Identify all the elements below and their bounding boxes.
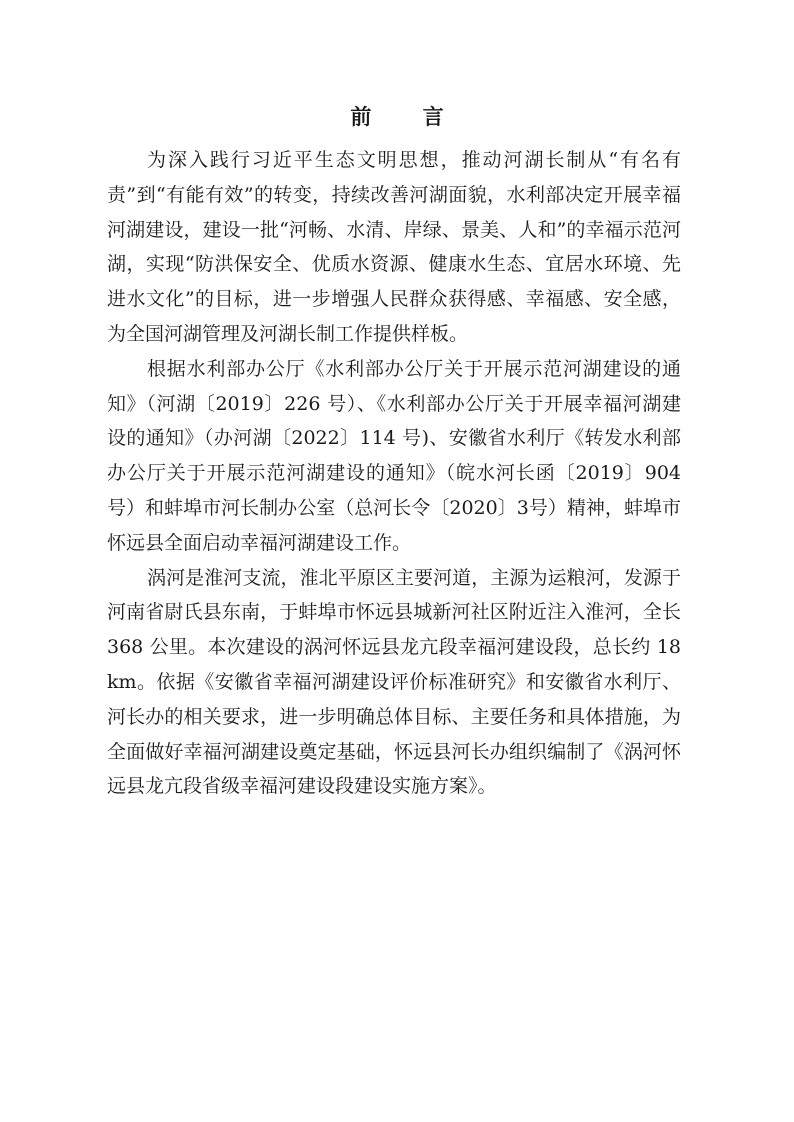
paragraph-intro: 为深入践行习近平生态文明思想，推动河湖长制从“有名有责”到“有能有效”的转变，持续改善河湖面貌，水利部决定开展幸福河湖建设，建设一批“河畅、水清、岸绿、景美、人和”的幸福示范河湖，实现“防洪保安全、优质水资源、健康水生态、宜居水环境、先进水文化”的目标，进一步增强人民群众获得感、幸福感、安全感，为全国河湖管理及河湖长制工作提供样板。 <box>107 149 681 345</box>
body-text <box>107 143 681 804</box>
paragraph-guohe: 涡河是淮河支流，淮北平原区主要河道，主源为运粮河，发源于河南省尉氏县东南，于蚌埠市怀远县城新河社区附近注入淮河，全长368 公里。本次建设的涡河怀远县龙亢段幸福河建设段，总长约 18 km。依据《安徽省幸福河湖建设评价标准研究》和安徽省水利厅、河长办的相关要求，进一步明确总体目标、主要任务和具体措施，为全面做好幸福河湖建设奠定基础，怀远县河长办组织编制了《涡河怀远县龙亢段省级幸福河建设段建设实施方案》。 <box>107 566 681 798</box>
paragraph-basis: 根据水利部办公厅《水利部办公厅关于开展示范河湖建设的通知》（河湖〔2019〕226 号）、《水利部办公厅关于开展幸福河湖建设的通知》（办河湖〔2022〕114 号)、安徽省水利厅《转发水利部办公厅关于开展示范河湖建设的通知》（皖水河长函〔2019〕904 号）和蚌埠市河长制办公室（总河长令〔2020〕3号）精神，蚌埠市怀远县全面启动幸福河湖建设工作。 <box>107 357 681 554</box>
page-title: 前 言 <box>350 104 466 129</box>
